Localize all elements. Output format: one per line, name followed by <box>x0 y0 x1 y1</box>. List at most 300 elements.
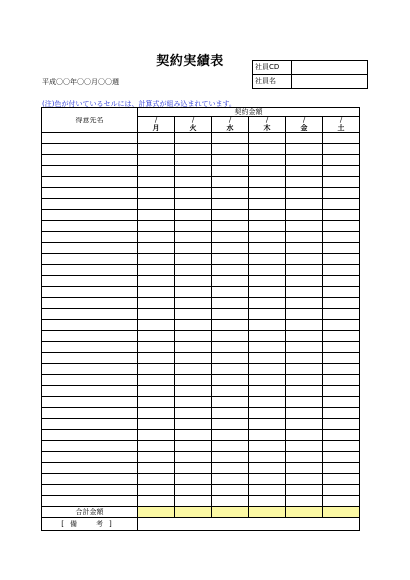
amount-cell-fri[interactable] <box>286 287 323 298</box>
amount-cell-wed[interactable] <box>212 265 249 276</box>
amount-cell-mon[interactable] <box>138 463 175 474</box>
client-name-cell[interactable] <box>42 254 138 265</box>
amount-cell-wed[interactable] <box>212 177 249 188</box>
amount-cell-wed[interactable] <box>212 452 249 463</box>
client-name-cell[interactable] <box>42 320 138 331</box>
amount-cell-tue[interactable] <box>175 452 212 463</box>
amount-cell-fri[interactable] <box>286 452 323 463</box>
amount-cell-wed[interactable] <box>212 221 249 232</box>
amount-cell-thu[interactable] <box>249 441 286 452</box>
amount-cell-fri[interactable] <box>286 155 323 166</box>
amount-cell-fri[interactable] <box>286 309 323 320</box>
date-cell-fri[interactable]: / <box>286 117 323 125</box>
table-row <box>42 199 360 210</box>
amount-cell-wed[interactable] <box>212 210 249 221</box>
client-name-cell[interactable] <box>42 177 138 188</box>
amount-cell-tue[interactable] <box>175 397 212 408</box>
table-row <box>42 452 360 463</box>
client-name-cell[interactable] <box>42 353 138 364</box>
client-name-cell[interactable] <box>42 342 138 353</box>
amount-cell-wed[interactable] <box>212 408 249 419</box>
total-cell-tue <box>175 507 212 518</box>
amount-cell-thu[interactable] <box>249 386 286 397</box>
amount-cell-sat[interactable] <box>323 342 360 353</box>
amount-cell-fri[interactable] <box>286 133 323 144</box>
amount-cell-sat[interactable] <box>323 430 360 441</box>
amount-cell-wed[interactable] <box>212 133 249 144</box>
amount-cell-fri[interactable] <box>286 485 323 496</box>
amount-cell-sat[interactable] <box>323 243 360 254</box>
amount-cell-tue[interactable] <box>175 364 212 375</box>
amount-cell-wed[interactable] <box>212 287 249 298</box>
amount-cell-tue[interactable] <box>175 199 212 210</box>
amount-cell-sat[interactable] <box>323 386 360 397</box>
amount-cell-wed[interactable] <box>212 353 249 364</box>
table-row <box>42 243 360 254</box>
amount-cell-tue[interactable] <box>175 177 212 188</box>
amount-cell-mon[interactable] <box>138 386 175 397</box>
amount-cell-fri[interactable] <box>286 144 323 155</box>
amount-cell-wed[interactable] <box>212 386 249 397</box>
amount-cell-thu[interactable] <box>249 221 286 232</box>
amount-cell-tue[interactable] <box>175 221 212 232</box>
amount-cell-sat[interactable] <box>323 133 360 144</box>
table-row <box>42 166 360 177</box>
amount-cell-mon[interactable] <box>138 485 175 496</box>
client-name-cell[interactable] <box>42 331 138 342</box>
table-row <box>42 386 360 397</box>
amount-cell-sat[interactable] <box>323 408 360 419</box>
amount-cell-fri[interactable] <box>286 397 323 408</box>
amount-cell-sat[interactable] <box>323 166 360 177</box>
amount-cell-sat[interactable] <box>323 397 360 408</box>
amount-cell-wed[interactable] <box>212 419 249 430</box>
amount-cell-fri[interactable] <box>286 375 323 386</box>
header-row-2 <box>42 117 360 125</box>
page-title: 契約実績表 <box>156 54 224 69</box>
client-name-cell[interactable] <box>42 287 138 298</box>
remarks-field[interactable] <box>138 518 360 531</box>
table-row <box>42 375 360 386</box>
amount-cell-fri[interactable] <box>286 210 323 221</box>
amount-cell-wed[interactable] <box>212 441 249 452</box>
amount-cell-thu[interactable] <box>249 342 286 353</box>
amount-cell-mon[interactable] <box>138 331 175 342</box>
table-row <box>42 254 360 265</box>
amount-cell-thu[interactable] <box>249 419 286 430</box>
amount-cell-tue[interactable] <box>175 331 212 342</box>
amount-cell-thu[interactable] <box>249 254 286 265</box>
amount-cell-sat[interactable] <box>323 265 360 276</box>
table-row <box>42 496 360 507</box>
amount-cell-thu[interactable] <box>249 309 286 320</box>
amount-cell-mon[interactable] <box>138 474 175 485</box>
amount-cell-sat[interactable] <box>323 452 360 463</box>
amount-cell-wed[interactable] <box>212 463 249 474</box>
client-name-cell[interactable] <box>42 298 138 309</box>
amount-cell-mon[interactable] <box>138 232 175 243</box>
table-row <box>42 298 360 309</box>
amount-cell-tue[interactable] <box>175 254 212 265</box>
amount-cell-mon[interactable] <box>138 210 175 221</box>
header-row-1 <box>42 108 360 117</box>
date-cell-tue[interactable]: / <box>175 117 212 125</box>
table-row <box>42 276 360 287</box>
amount-cell-wed[interactable] <box>212 188 249 199</box>
amount-cell-fri[interactable] <box>286 441 323 452</box>
day-label-tue: 火 <box>175 124 212 133</box>
total-cell-sat <box>323 507 360 518</box>
amount-cell-tue[interactable] <box>175 144 212 155</box>
amount-cell-mon[interactable] <box>138 309 175 320</box>
amount-cell-mon[interactable] <box>138 298 175 309</box>
table-row <box>42 364 360 375</box>
client-name-cell[interactable] <box>42 265 138 276</box>
amount-cell-sat[interactable] <box>323 210 360 221</box>
amount-cell-mon[interactable] <box>138 265 175 276</box>
amount-cell-wed[interactable] <box>212 276 249 287</box>
table-row <box>42 133 360 144</box>
amount-cell-tue[interactable] <box>175 232 212 243</box>
table-row <box>42 331 360 342</box>
amount-cell-tue[interactable] <box>175 485 212 496</box>
amount-cell-mon[interactable] <box>138 320 175 331</box>
amount-cell-mon[interactable] <box>138 254 175 265</box>
table-row <box>42 188 360 199</box>
amount-cell-thu[interactable] <box>249 485 286 496</box>
amount-cell-wed[interactable] <box>212 243 249 254</box>
amount-cell-tue[interactable] <box>175 309 212 320</box>
client-name-cell[interactable] <box>42 188 138 199</box>
client-name-cell[interactable] <box>42 430 138 441</box>
client-name-cell[interactable] <box>42 485 138 496</box>
table-row <box>42 463 360 474</box>
amount-cell-thu[interactable] <box>249 210 286 221</box>
amount-cell-tue[interactable] <box>175 419 212 430</box>
total-cell-wed <box>212 507 249 518</box>
amount-cell-tue[interactable] <box>175 430 212 441</box>
amount-cell-tue[interactable] <box>175 342 212 353</box>
amount-cell-sat[interactable] <box>323 331 360 342</box>
amount-cell-wed[interactable] <box>212 298 249 309</box>
client-name-cell[interactable] <box>42 276 138 287</box>
amount-cell-sat[interactable] <box>323 496 360 507</box>
amount-cell-tue[interactable] <box>175 320 212 331</box>
amount-cell-fri[interactable] <box>286 320 323 331</box>
client-name-cell[interactable] <box>42 364 138 375</box>
amount-cell-fri[interactable] <box>286 430 323 441</box>
amount-cell-fri[interactable] <box>286 166 323 177</box>
amount-cell-thu[interactable] <box>249 243 286 254</box>
amount-cell-fri[interactable] <box>286 188 323 199</box>
amount-cell-mon[interactable] <box>138 133 175 144</box>
amount-cell-sat[interactable] <box>323 375 360 386</box>
amount-cell-fri[interactable] <box>286 254 323 265</box>
table-row <box>42 485 360 496</box>
amount-cell-thu[interactable] <box>249 166 286 177</box>
amount-cell-sat[interactable] <box>323 419 360 430</box>
total-label: 合計金額 <box>42 507 138 518</box>
amount-cell-mon[interactable] <box>138 441 175 452</box>
amount-cell-fri[interactable] <box>286 276 323 287</box>
amount-cell-mon[interactable] <box>138 408 175 419</box>
amount-cell-mon[interactable] <box>138 243 175 254</box>
remarks-label <box>42 518 138 531</box>
date-cell-mon[interactable]: / <box>138 117 175 125</box>
amount-cell-fri[interactable] <box>286 331 323 342</box>
amount-cell-sat[interactable] <box>323 188 360 199</box>
amount-cell-thu[interactable] <box>249 496 286 507</box>
amount-cell-tue[interactable] <box>175 188 212 199</box>
amount-cell-mon[interactable] <box>138 353 175 364</box>
amount-cell-tue[interactable] <box>175 474 212 485</box>
amount-cell-sat[interactable] <box>323 485 360 496</box>
amount-cell-sat[interactable] <box>323 232 360 243</box>
amount-cell-fri[interactable] <box>286 298 323 309</box>
amount-cell-fri[interactable] <box>286 265 323 276</box>
amount-cell-tue[interactable] <box>175 386 212 397</box>
client-name-cell[interactable] <box>42 375 138 386</box>
amount-cell-sat[interactable] <box>323 463 360 474</box>
amount-cell-thu[interactable] <box>249 155 286 166</box>
table-row <box>42 430 360 441</box>
amount-cell-sat[interactable] <box>323 287 360 298</box>
amount-cell-sat[interactable] <box>323 441 360 452</box>
amount-cell-tue[interactable] <box>175 265 212 276</box>
table-row <box>42 155 360 166</box>
amount-header: 契約金額 <box>138 108 360 117</box>
amount-cell-sat[interactable] <box>323 144 360 155</box>
day-label-thu: 木 <box>249 124 286 133</box>
amount-cell-sat[interactable] <box>323 320 360 331</box>
employee-id-label: 社員CD <box>253 61 292 75</box>
client-name-cell[interactable] <box>42 221 138 232</box>
employee-name-row <box>253 75 368 89</box>
amount-cell-wed[interactable] <box>212 397 249 408</box>
table-row <box>42 210 360 221</box>
amount-cell-wed[interactable] <box>212 496 249 507</box>
amount-cell-fri[interactable] <box>286 386 323 397</box>
amount-cell-tue[interactable] <box>175 353 212 364</box>
formula-note: (注)色が付いているセルには、計算式が組み込まれています。 <box>42 100 236 108</box>
amount-cell-sat[interactable] <box>323 309 360 320</box>
amount-cell-mon[interactable] <box>138 144 175 155</box>
amount-cell-tue[interactable] <box>175 287 212 298</box>
amount-cell-mon[interactable] <box>138 375 175 386</box>
amount-cell-tue[interactable] <box>175 166 212 177</box>
amount-cell-thu[interactable] <box>249 364 286 375</box>
amount-cell-tue[interactable] <box>175 375 212 386</box>
amount-cell-mon[interactable] <box>138 452 175 463</box>
amount-cell-wed[interactable] <box>212 232 249 243</box>
client-header-bottom <box>42 124 138 133</box>
amount-cell-mon[interactable] <box>138 342 175 353</box>
amount-cell-mon[interactable] <box>138 188 175 199</box>
client-name-cell[interactable] <box>42 441 138 452</box>
employee-name-field[interactable] <box>292 75 368 89</box>
table-row <box>42 342 360 353</box>
amount-cell-thu[interactable] <box>249 287 286 298</box>
client-name-cell[interactable] <box>42 199 138 210</box>
amount-cell-fri[interactable] <box>286 243 323 254</box>
amount-cell-mon[interactable] <box>138 287 175 298</box>
amount-cell-wed[interactable] <box>212 364 249 375</box>
amount-cell-mon[interactable] <box>138 221 175 232</box>
amount-cell-thu[interactable] <box>249 232 286 243</box>
amount-cell-thu[interactable] <box>249 353 286 364</box>
client-name-cell[interactable] <box>42 474 138 485</box>
amount-cell-fri[interactable] <box>286 199 323 210</box>
amount-cell-mon[interactable] <box>138 419 175 430</box>
table-row <box>42 441 360 452</box>
amount-cell-thu[interactable] <box>249 331 286 342</box>
amount-cell-wed[interactable] <box>212 375 249 386</box>
amount-cell-thu[interactable] <box>249 430 286 441</box>
client-name-cell[interactable] <box>42 166 138 177</box>
amount-cell-thu[interactable] <box>249 188 286 199</box>
amount-cell-mon[interactable] <box>138 155 175 166</box>
client-name-cell[interactable] <box>42 155 138 166</box>
amount-cell-sat[interactable] <box>323 221 360 232</box>
table-row <box>42 177 360 188</box>
amount-cell-tue[interactable] <box>175 298 212 309</box>
amount-cell-sat[interactable] <box>323 177 360 188</box>
client-name-cell[interactable] <box>42 496 138 507</box>
amount-cell-sat[interactable] <box>323 199 360 210</box>
amount-cell-tue[interactable] <box>175 408 212 419</box>
amount-cell-wed[interactable] <box>212 166 249 177</box>
amount-cell-wed[interactable] <box>212 430 249 441</box>
amount-cell-wed[interactable] <box>212 155 249 166</box>
client-name-cell[interactable] <box>42 419 138 430</box>
table-row <box>42 353 360 364</box>
amount-cell-tue[interactable] <box>175 441 212 452</box>
amount-cell-mon[interactable] <box>138 177 175 188</box>
table-row <box>42 474 360 485</box>
amount-cell-tue[interactable] <box>175 496 212 507</box>
client-name-cell[interactable] <box>42 463 138 474</box>
client-name-cell[interactable] <box>42 144 138 155</box>
client-header: 得意先名 <box>42 117 138 125</box>
table-row <box>42 265 360 276</box>
amount-cell-thu[interactable] <box>249 144 286 155</box>
amount-cell-mon[interactable] <box>138 364 175 375</box>
week-date-label: 平成〇〇年〇〇月〇〇週 <box>42 78 119 86</box>
amount-cell-wed[interactable] <box>212 342 249 353</box>
client-name-cell[interactable] <box>42 133 138 144</box>
client-name-cell[interactable] <box>42 210 138 221</box>
amount-cell-sat[interactable] <box>323 254 360 265</box>
employee-id-field[interactable] <box>292 61 368 75</box>
amount-cell-fri[interactable] <box>286 353 323 364</box>
amount-cell-sat[interactable] <box>323 155 360 166</box>
amount-cell-fri[interactable] <box>286 177 323 188</box>
header-row-3 <box>42 124 360 133</box>
remarks-label-text: [備 考] <box>61 520 118 528</box>
amount-cell-fri[interactable] <box>286 221 323 232</box>
amount-cell-mon[interactable] <box>138 276 175 287</box>
amount-cell-tue[interactable] <box>175 243 212 254</box>
amount-cell-thu[interactable] <box>249 474 286 485</box>
client-name-cell[interactable] <box>42 243 138 254</box>
amount-cell-thu[interactable] <box>249 298 286 309</box>
amount-cell-thu[interactable] <box>249 397 286 408</box>
client-name-cell[interactable] <box>42 386 138 397</box>
client-name-cell[interactable] <box>42 232 138 243</box>
date-cell-thu[interactable]: / <box>249 117 286 125</box>
client-name-cell[interactable] <box>42 309 138 320</box>
amount-cell-thu[interactable] <box>249 265 286 276</box>
amount-cell-tue[interactable] <box>175 210 212 221</box>
amount-cell-sat[interactable] <box>323 276 360 287</box>
client-name-cell[interactable] <box>42 397 138 408</box>
amount-cell-thu[interactable] <box>249 276 286 287</box>
amount-cell-thu[interactable] <box>249 177 286 188</box>
amount-cell-sat[interactable] <box>323 364 360 375</box>
table-row <box>42 221 360 232</box>
amount-cell-sat[interactable] <box>323 298 360 309</box>
amount-cell-wed[interactable] <box>212 331 249 342</box>
amount-cell-fri[interactable] <box>286 232 323 243</box>
amount-cell-thu[interactable] <box>249 408 286 419</box>
amount-cell-fri[interactable] <box>286 408 323 419</box>
employee-info-table <box>252 60 368 89</box>
amount-cell-fri[interactable] <box>286 474 323 485</box>
amount-cell-mon[interactable] <box>138 397 175 408</box>
amount-cell-fri[interactable] <box>286 364 323 375</box>
amount-cell-tue[interactable] <box>175 276 212 287</box>
amount-cell-thu[interactable] <box>249 199 286 210</box>
amount-cell-wed[interactable] <box>212 320 249 331</box>
amount-cell-mon[interactable] <box>138 430 175 441</box>
amount-cell-thu[interactable] <box>249 133 286 144</box>
amount-cell-tue[interactable] <box>175 155 212 166</box>
employee-name-label: 社員名 <box>253 75 292 89</box>
amount-cell-thu[interactable] <box>249 375 286 386</box>
amount-cell-sat[interactable] <box>323 474 360 485</box>
amount-cell-tue[interactable] <box>175 463 212 474</box>
table-row <box>42 287 360 298</box>
amount-cell-sat[interactable] <box>323 353 360 364</box>
amount-cell-wed[interactable] <box>212 254 249 265</box>
amount-cell-fri[interactable] <box>286 342 323 353</box>
amount-cell-thu[interactable] <box>249 452 286 463</box>
amount-cell-mon[interactable] <box>138 496 175 507</box>
client-name-cell[interactable] <box>42 452 138 463</box>
date-cell-wed[interactable]: / <box>212 117 249 125</box>
amount-cell-fri[interactable] <box>286 496 323 507</box>
amount-cell-mon[interactable] <box>138 199 175 210</box>
amount-cell-fri[interactable] <box>286 419 323 430</box>
amount-cell-mon[interactable] <box>138 166 175 177</box>
amount-cell-wed[interactable] <box>212 309 249 320</box>
total-cell-mon <box>138 507 175 518</box>
total-cell-thu <box>249 507 286 518</box>
amount-cell-wed[interactable] <box>212 485 249 496</box>
table-row <box>42 397 360 408</box>
remarks-row <box>42 518 360 531</box>
client-name-cell[interactable] <box>42 408 138 419</box>
amount-cell-wed[interactable] <box>212 199 249 210</box>
date-cell-sat[interactable]: / <box>323 117 360 125</box>
amount-cell-wed[interactable] <box>212 474 249 485</box>
amount-cell-thu[interactable] <box>249 463 286 474</box>
table-row <box>42 144 360 155</box>
amount-cell-tue[interactable] <box>175 133 212 144</box>
amount-cell-wed[interactable] <box>212 144 249 155</box>
amount-cell-thu[interactable] <box>249 320 286 331</box>
amount-cell-fri[interactable] <box>286 463 323 474</box>
